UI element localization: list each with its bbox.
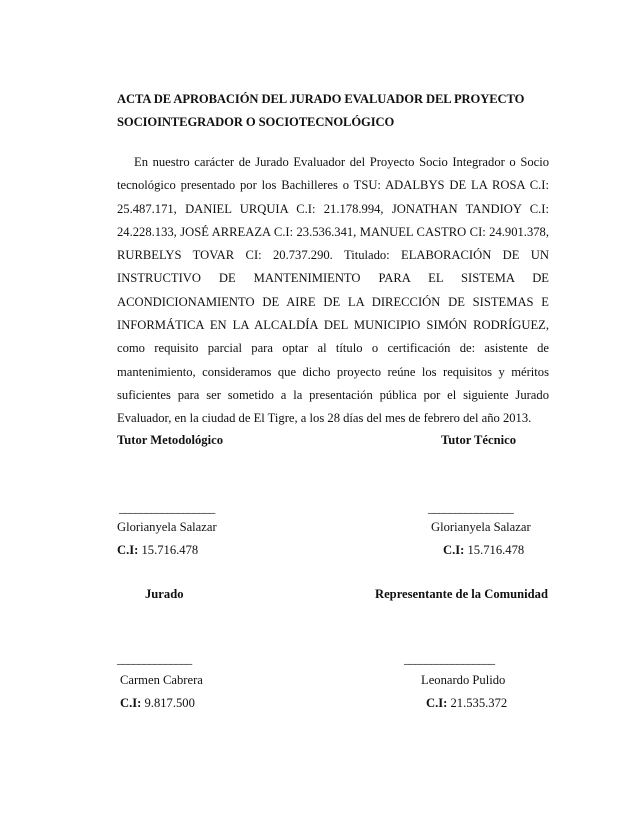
ci-tutor-tecnico bbox=[443, 542, 524, 558]
ci-label: C.I: bbox=[120, 696, 142, 710]
document-title bbox=[117, 88, 557, 134]
ci-label: C.I: bbox=[426, 696, 448, 710]
ci-value: 15.716.478 bbox=[467, 543, 525, 557]
title-line-2: SOCIOINTEGRADOR O SOCIOTECNOLÓGICO bbox=[117, 115, 395, 129]
name-representante: Leonardo Pulido bbox=[421, 673, 506, 687]
ci-label: C.I: bbox=[443, 543, 465, 557]
name-tutor-tecnico: Glorianyela Salazar bbox=[431, 520, 531, 534]
body-paragraph: En nuestro carácter de Jurado Evaluador del Proyecto Socio Integrador o Socio tecnológico presentado por los Bachilleres o TSU: ADALBYS DE LA ROSA C.I: 25.487.171, DANIEL URQUIA C.I: 21.178.994, JONATHAN TANDIOY C.I: 24.228.133, JOSÉ ARREAZA C.I: 23.536.341, MANUEL CASTRO CI: 24.901.378, RURBELYS TOVAR CI: 20.737.290. Titulado: ELABORACIÓN DE UN INSTRUCTIVO DE MANTENIMIENTO PARA EL SISTEMA DE ACONDICIONAMIENTO DE AIRE DE LA DIRECCIÓN DE SISTEMAS E INFORMÁTICA EN LA ALCALDÍA DEL MUNICIPIO SIMÓN RODRÍGUEZ, como requisito parcial para optar al título o certificación de: asistente de mantenimiento, consideramos que dicho proyecto reúne los requisitos y méritos suficientes para ser sometido a la presentación pública por el siguiente Jurado Evaluador, en la ciudad de El Tigre, a los 28 días del mes de febrero del año 2013. bbox=[117, 155, 549, 426]
name-tutor-metodologico: Glorianyela Salazar bbox=[117, 520, 217, 534]
ci-tutor-metodologico bbox=[117, 542, 198, 558]
signature-line-jurado: ______________ bbox=[117, 652, 192, 666]
role-tutor-metodologico: Tutor Metodológico bbox=[117, 433, 223, 447]
ci-value: 9.817.500 bbox=[144, 696, 195, 710]
signature-line-representante: _________________ bbox=[404, 652, 495, 666]
signature-line-tutor-metodologico: __________________ bbox=[119, 501, 215, 515]
ci-label: C.I: bbox=[117, 543, 139, 557]
role-tutor-tecnico: Tutor Técnico bbox=[441, 433, 516, 447]
title-line-1: ACTA DE APROBACIÓN DEL JURADO EVALUADOR DEL PROYECTO bbox=[117, 92, 525, 106]
role-jurado: Jurado bbox=[145, 587, 184, 601]
ci-value: 21.535.372 bbox=[450, 696, 508, 710]
ci-representante bbox=[426, 695, 507, 711]
role-representante: Representante de la Comunidad bbox=[375, 587, 548, 601]
ci-jurado bbox=[120, 695, 195, 711]
ci-value: 15.716.478 bbox=[141, 543, 199, 557]
signature-line-tutor-tecnico: ________________ bbox=[428, 501, 513, 515]
name-jurado: Carmen Cabrera bbox=[120, 673, 203, 687]
